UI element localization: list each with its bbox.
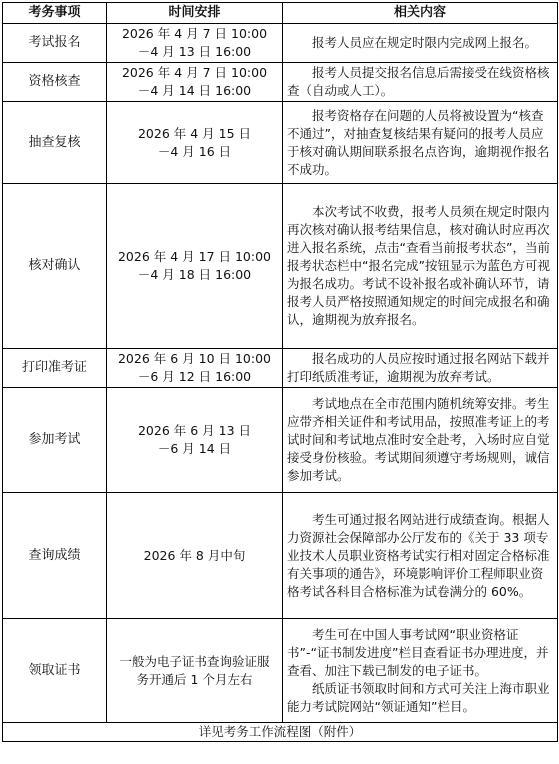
table-row (3, 24, 558, 63)
item-cell: 领取证书 (3, 619, 107, 723)
item-cell: 打印准考证 (3, 349, 107, 388)
header-time: 时间安排 (107, 3, 283, 24)
time-line: 一般为电子证书查询验证服务开通后 1 个月左右 (119, 653, 270, 687)
time-line: 2026 年 4 月 7 日 10:00 (121, 65, 268, 80)
table-row (3, 619, 558, 723)
content-cell (283, 493, 558, 619)
header-content: 相关内容 (283, 3, 558, 24)
time-line: －4 月 16 日 (157, 143, 232, 159)
time-cell (107, 63, 283, 102)
table-row (3, 493, 558, 619)
content-cell (283, 388, 558, 493)
time-line: 2026 年 4 月 17 日 10:00 (117, 249, 272, 264)
time-line: －4 月 13 日 16:00 (137, 44, 252, 59)
item-cell: 资格核查 (3, 63, 107, 102)
time-cell (107, 102, 283, 184)
time-cell (107, 388, 283, 493)
content-paragraph: 本次考试不收费，报考人员须在规定时限内再次核对确认报考结果信息，核对确认时应再次进入报名系统，点击“查看当前报考状态”，当前报考状态栏中“报名完成”按钮显示为蓝色方可视为报名成功。考试不设补报名或补确认环节，请报考人员严格按照通知规定的时间完成报名和确认，逾期视为放弃报名。 (287, 204, 550, 327)
header-row (3, 3, 558, 24)
content-cell (283, 24, 558, 63)
footer-note: 详见考务工作流程图（附件） (3, 723, 558, 742)
content-paragraph: 报考人员提交报名信息后需接受在线资格核查（自动或人工）。 (287, 65, 550, 98)
content-paragraph: 报考资格存在问题的人员将被设置为“核查不通过”，对抽查复核结果有疑问的报考人员应于核对确认期间联系报名点咨询，逾期视作报名不成功。 (287, 107, 550, 177)
time-line: －6 月 14 日 (157, 441, 232, 456)
time-line: －4 月 18 日 16:00 (137, 267, 252, 282)
content-paragraph: 报名成功的人员应按时通过报名网站下载并打印纸质准考证，逾期视为放弃考试。 (287, 351, 550, 384)
time-line: 2026 年 8 月中旬 (143, 547, 246, 563)
item-cell: 核对确认 (3, 184, 107, 349)
time-line: 2026 年 4 月 15 日 (137, 125, 252, 141)
time-line: －4 月 14 日 16:00 (137, 83, 252, 98)
item-cell: 考试报名 (3, 24, 107, 63)
exam-schedule (2, 2, 557, 742)
content-paragraph: 考生可通过报名网站进行成绩查询。根据人力资源社会保障部办公厅发布的《关于 33 项专业技术人员职业资格考试实行相对固定合格标准有关事项的通告》，环境影响评价工程师职业资格考试各科目合格标准为试卷满分的 60%。 (287, 511, 550, 599)
content-cell (283, 63, 558, 102)
time-cell (107, 24, 283, 63)
time-cell (107, 184, 283, 349)
item-cell: 参加考试 (3, 388, 107, 493)
content-cell (283, 349, 558, 388)
content-cell (283, 184, 558, 349)
table-row (3, 63, 558, 102)
exam-schedule-table (2, 2, 558, 742)
table-row (3, 184, 558, 349)
time-line: 2026 年 4 月 7 日 10:00 (121, 26, 268, 41)
content-paragraph: 报考人员应在规定时限内完成网上报名。 (312, 35, 538, 50)
table-row (3, 349, 558, 388)
time-line: 2026 年 6 月 13 日 (137, 423, 252, 438)
time-line: －6 月 12 日 16:00 (137, 369, 252, 384)
content-paragraph: 考生可在中国人事考试网“职业资格证书”-“证书制发进度”栏目查看证书办理进度，并查看、加注下载已制发的电子证书。 (287, 626, 549, 678)
time-cell (107, 619, 283, 723)
content-paragraph: 纸质证书领取时间和方式可关注上海市职业能力考试院网站“领证通知”栏目。 (287, 680, 550, 714)
content-paragraph: 考试地点在全市范围内随机统筹安排。考生应带齐相关证件和考试用品，按照准考证上的考试时间和考试地点准时安全赴考，入场时应自觉接受身份核验。考试期间须遵守考场规则，诚信参加考试。 (287, 396, 550, 483)
content-cell (283, 102, 558, 184)
time-cell (107, 349, 283, 388)
time-cell (107, 493, 283, 619)
table-row (3, 388, 558, 493)
item-cell: 查询成绩 (3, 493, 107, 619)
footer-row (3, 723, 558, 742)
table-row (3, 102, 558, 184)
time-line: 2026 年 6 月 10 日 10:00 (117, 351, 272, 366)
content-cell (283, 619, 558, 723)
item-cell: 抽查复核 (3, 102, 107, 184)
header-item: 考务事项 (3, 3, 107, 24)
